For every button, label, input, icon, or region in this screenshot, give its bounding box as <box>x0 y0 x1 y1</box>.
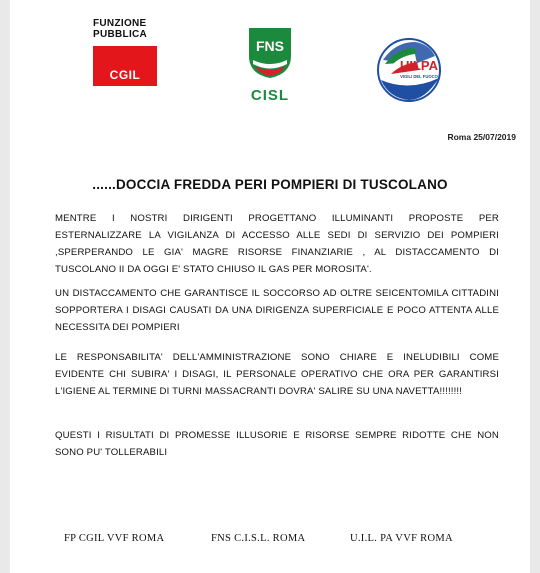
signature-fns-cisl: FNS C.I.S.L. ROMA <box>211 533 306 544</box>
uilpa-subtext: VIGILI DEL FUOCO <box>400 74 438 79</box>
fns-cisl-logo <box>238 26 302 104</box>
uilpa-logo <box>375 34 453 104</box>
signature-uil-pa: U.I.L. PA VVF ROMA <box>350 533 453 544</box>
document-title: ......DOCCIA FREDDA PERI POMPIERI DI TUSCOLANO <box>92 177 448 192</box>
fns-shield-text: FNS <box>256 38 284 54</box>
cgil-logo-heading-line2: PUBBLICA <box>93 29 148 40</box>
fp-cgil-logo <box>93 18 165 86</box>
paragraph-4: QUESTI I RISULTATI DI PROMESSE ILLUSORIE E RISORSE SEMPRE RIDOTTE CHE NON SONO PU' TOLLERABILI <box>55 430 499 458</box>
fns-cisl-text: CISL <box>250 87 290 104</box>
document-page <box>10 0 530 573</box>
fns-shield-icon <box>245 26 295 80</box>
paragraph-2: UN DISTACCAMENTO CHE GARANTISCE IL SOCCORSO AD OLTRE SEICENTOMILA CITTADINI SOPPORTERA I DISAGI CAUSATI DA UNA DIRIGENZA SUPERFICIALE E POCO ATTENTA ALLE NECESSITA DEI POMPIERI <box>55 288 499 333</box>
cgil-logo-text: CGIL <box>109 68 141 82</box>
document-date: Roma 25/07/2019 <box>447 132 516 142</box>
uilpa-text: UILPA <box>399 58 439 73</box>
cgil-red-box <box>93 46 157 86</box>
paragraph-1: MENTRE I NOSTRI DIRIGENTI PROGETTANO ILLUMINANTI PROPOSTE PER ESTERNALIZZARE LA VIGILANZA DI ACCESSO ALLE SEDI DI SERVIZIO DEI POMPIERI ,SPERPERANDO LE GIA' MAGRE RISORSE FINANZIARIE , AL DISTACCAMENTO DI TUSCOLANO II DA OGGI E' STATO CHIUSO IL GAS PER MOROSITA'. <box>55 213 499 275</box>
signature-fp-cgil: FP CGIL VVF ROMA <box>64 533 165 544</box>
cgil-logo-heading-line1: FUNZIONE <box>93 18 147 29</box>
paragraph-3: LE RESPONSABILITA' DELL'AMMINISTRAZIONE SONO CHIARE E INELUDIBILI COME EVIDENTE CHI SUBIRA' I DISAGI, IL PERSONALE OPERATIVO CHE ORA PER GARANTIRSI L'IGIENE AL TERMINE DI TURNI MASSACRANTI DOVRA' SALIRE SU UNA NAVETTA!!!!!!!! <box>55 352 499 397</box>
